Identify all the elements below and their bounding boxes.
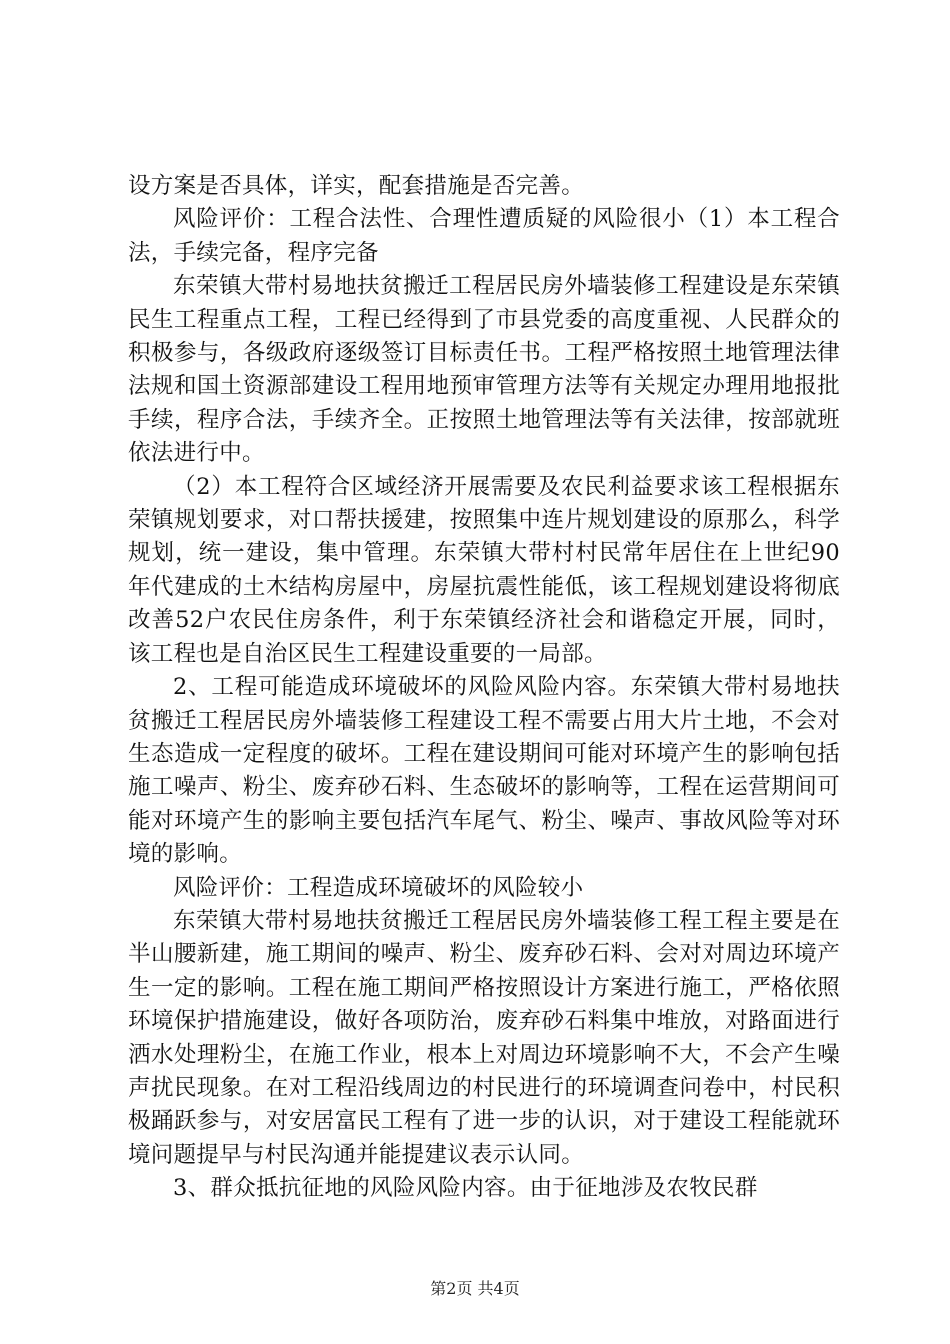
paragraph-6: 风险评价：工程造成环境破坏的风险较小 [173,874,584,901]
page-number: 第2页 共4页 [430,1279,520,1298]
paragraph-8: 3、群众抵抗征地的风险风险内容。由于征地涉及农牧民群 [173,1175,758,1202]
document-body [128,170,840,1206]
paragraph-3: 东荣镇大带村易地扶贫搬迁工程居民房外墙装修工程建设是东荣镇民生工程重点工程，工程已经得到了市县党委的高度重视、人民群众的积极参与，各级政府逐级签订目标责任书。工程严格按照土地管理法律法规和国土资源部建设工程用地预审管理方法等有关规定办理用地报批手续，程序合法，手续齐全。正按照土地管理法等有关法律，按部就班依法进行中。 [128,273,840,467]
paragraph-5: 2、工程可能造成环境破坏的风险风险内容。东荣镇大带村易地扶贫搬迁工程居民房外墙装修工程建设工程不需要占用大片土地，不会对生态造成一定程度的破坏。工程在建设期间可能对环境产生的影响包括施工噪声、粉尘、废弃砂石料、生态破坏的影响等，工程在运营期间可能对环境产生的影响主要包括汽车尾气、粉尘、噪声、事故风险等对环境的影响。 [128,674,840,868]
paragraph-1: 设方案是否具体，详实，配套措施是否完善。 [128,173,585,199]
paragraph-4: （2）本工程符合区域经济开展需要及农民利益要求该工程根据东荣镇规划要求，对口帮扶援建，按照集中连片规划建设的原那么，科学规划，统一建设，集中管理。东荣镇大带村村民常年居住在上世纪90年代建成的土木结构房屋中，房屋抗震性能低，该工程规划建设将彻底改善52户农民住房条件，利于东荣镇经济社会和谐稳定开展，同时，该工程也是自治区民生工程建设重要的一局部。 [128,473,840,667]
page-footer [0,1276,950,1299]
paragraph-2: 风险评价：工程合法性、合理性遭质疑的风险很小（1）本工程合法，手续完备，程序完备 [128,206,840,266]
paragraph-7: 东荣镇大带村易地扶贫搬迁工程居民房外墙装修工程工程主要是在半山腰新建，施工期间的噪声、粉尘、废弃砂石料、会对对周边环境产生一定的影响。工程在施工期间严格按照设计方案进行施工，严格依照环境保护措施建设，做好各项防治，废弃砂石料集中堆放，对路面进行洒水处理粉尘，在施工作业，根本上对周边环境影响不大，不会产生噪声扰民现象。在对工程沿线周边的村民进行的环境调查问卷中，村民积极踊跃参与，对安居富民工程有了进一步的认识，对于建设工程能就环境问题提早与村民沟通并能提建议表示认同。 [128,907,840,1168]
